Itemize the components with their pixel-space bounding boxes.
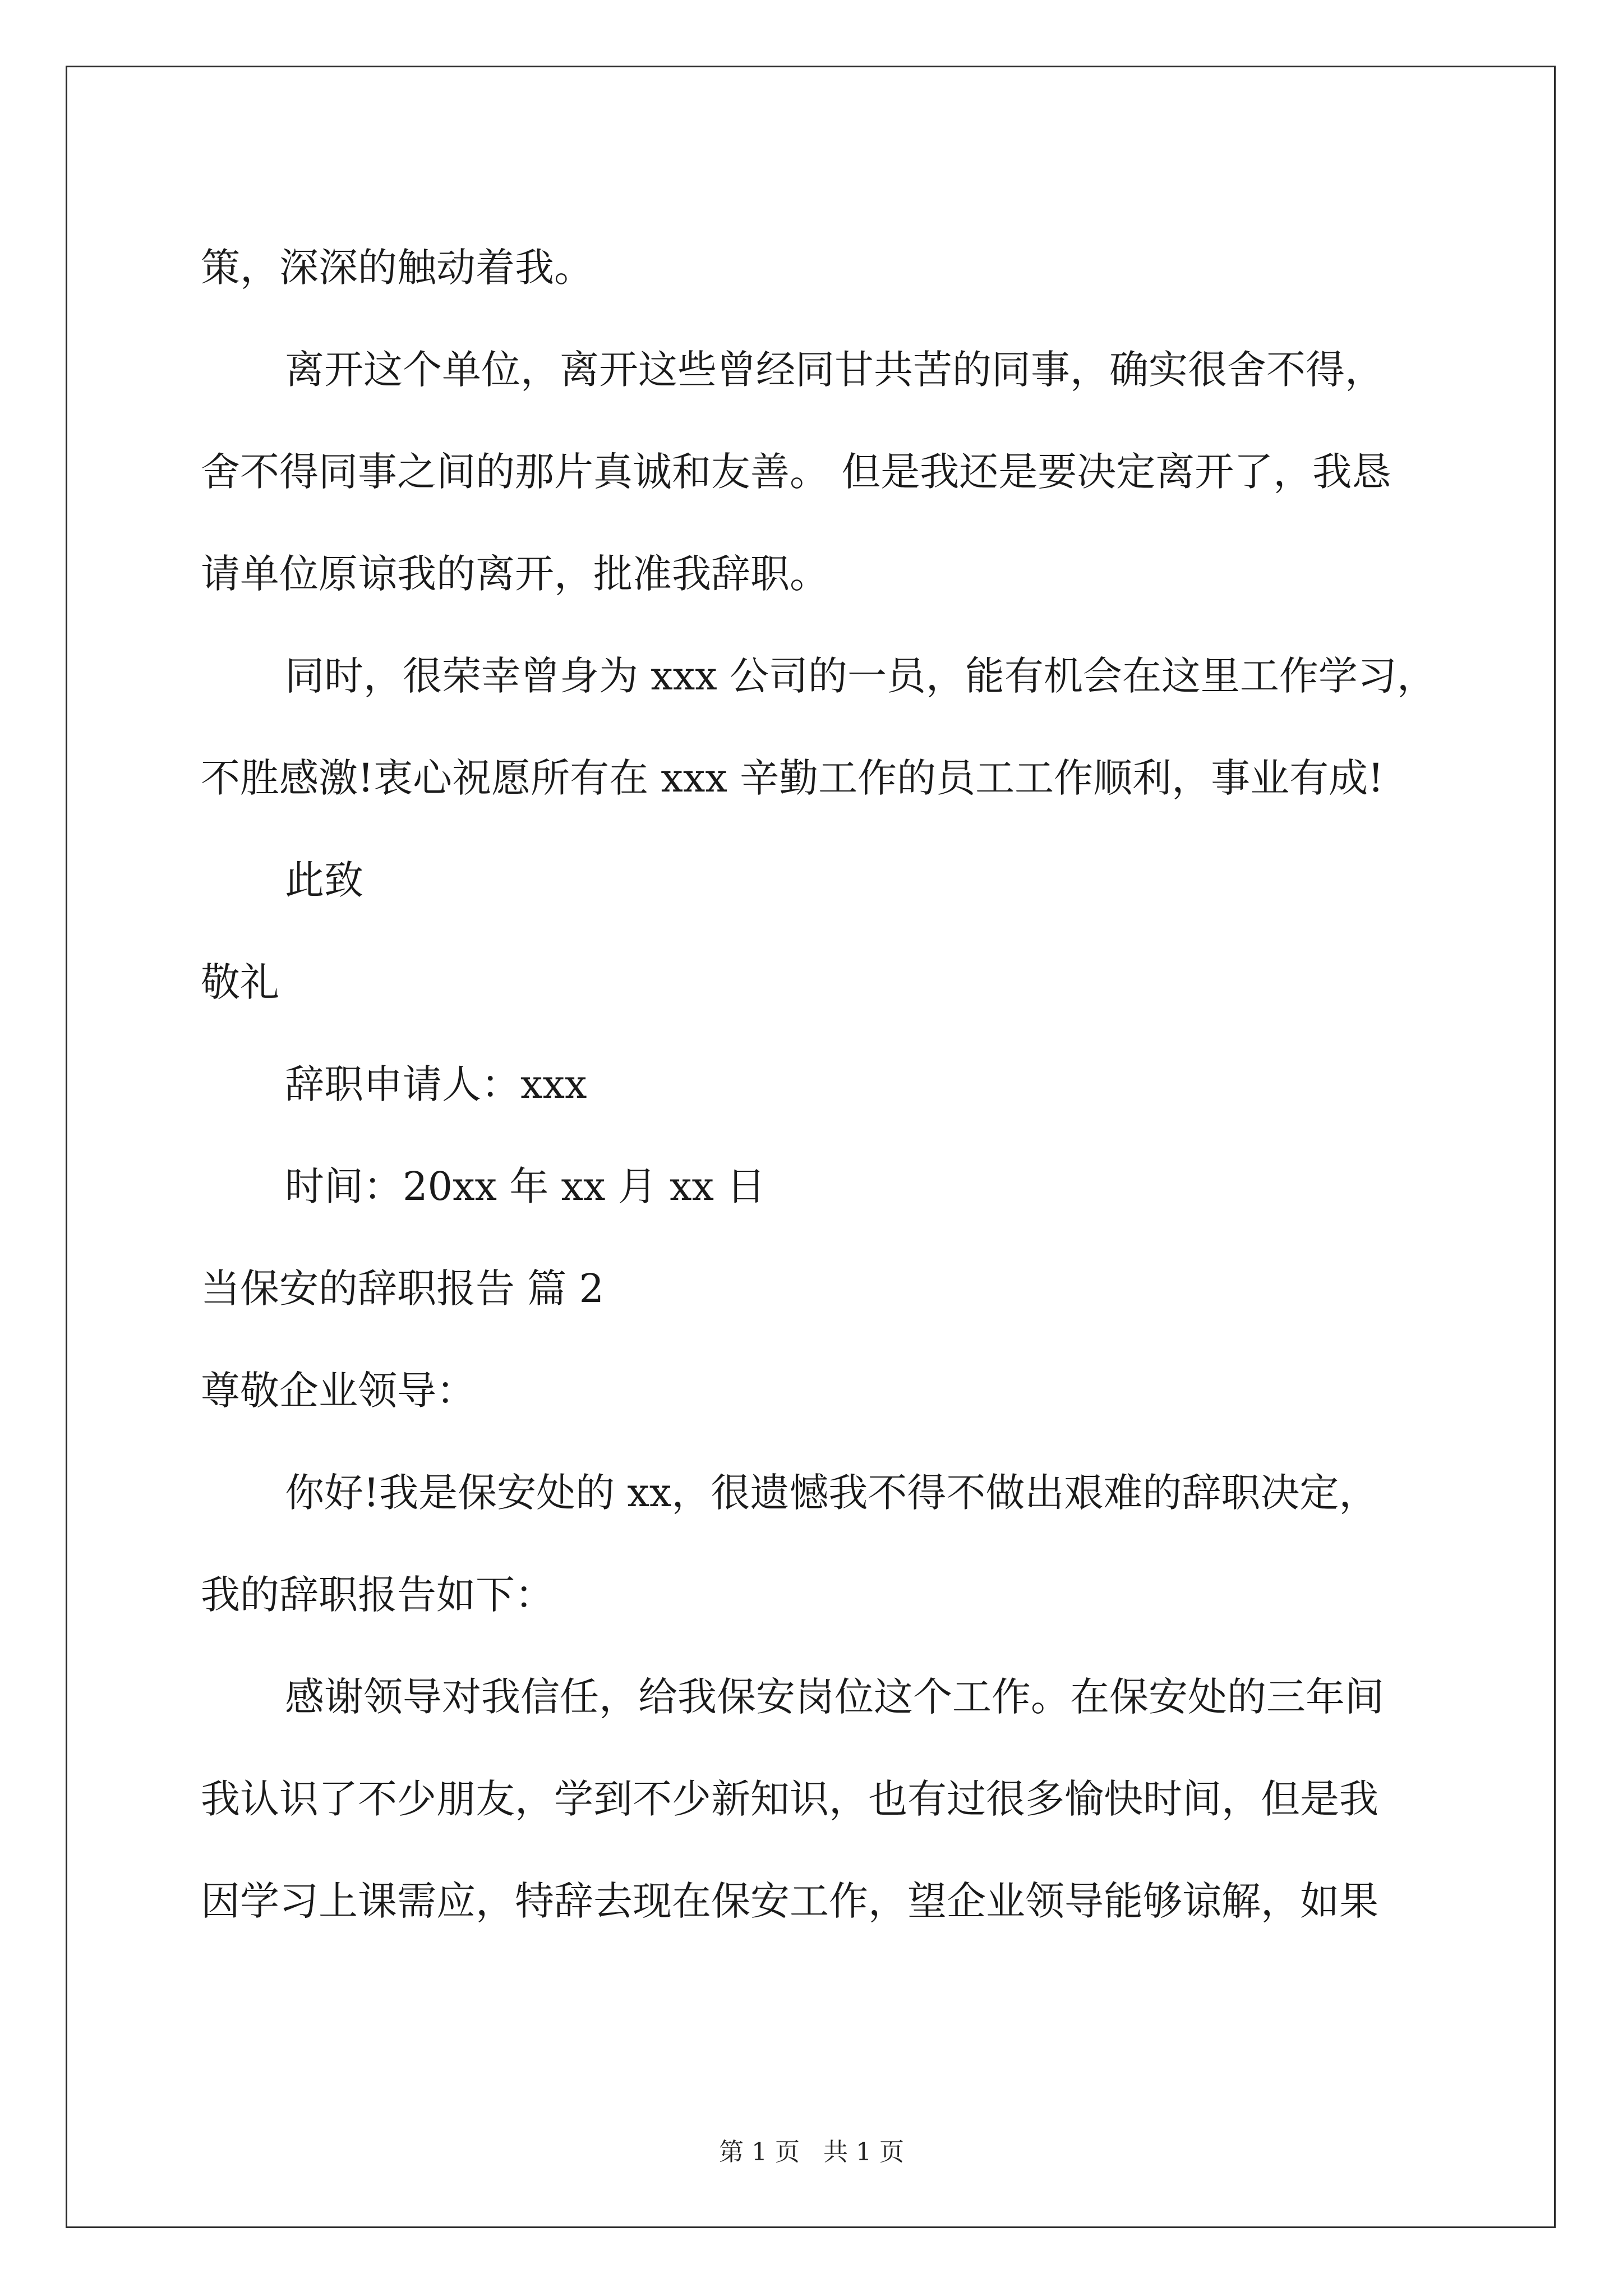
- closing-respect: 敬礼: [201, 959, 279, 1005]
- page-footer: [0, 2132, 1623, 2168]
- closing-salutation: 此致: [285, 857, 363, 903]
- applicant-line: 辞职申请人：xxx: [285, 1061, 587, 1107]
- text-line: 我认识了不少朋友，学到不少新知识，也有过很多愉快时间，但是我: [201, 1776, 1378, 1822]
- page-total: 共 1 页: [823, 2138, 904, 2166]
- text-line: 不胜感激!衷心祝愿所有在 xxx 辛勤工作的员工工作顺利，事业有成!: [201, 755, 1384, 801]
- section-title: 当保安的辞职报告 篇 2: [201, 1266, 605, 1312]
- text-line: 同时，很荣幸曾身为 xxx 公司的一员，能有机会在这里工作学习，: [285, 653, 1436, 699]
- greeting: 尊敬企业领导：: [201, 1368, 476, 1414]
- text-line: 因学习上课需应，特辞去现在保安工作，望企业领导能够谅解，如果: [201, 1878, 1378, 1924]
- text-line: 你好!我是保安处的 xx，很遗憾我不得不做出艰难的辞职决定，: [285, 1470, 1378, 1516]
- text-line: 请单位原谅我的离开，批准我辞职。: [201, 551, 829, 597]
- text-line: 舍不得同事之间的那片真诚和友善。 但是我还是要决定离开了，我恳: [201, 449, 1391, 495]
- document-body: [201, 217, 1435, 1952]
- date-line: 时间：20xx 年 xx 月 xx 日: [285, 1163, 766, 1209]
- page-number: 第 1 页: [719, 2138, 800, 2166]
- text-line: 策，深深的触动着我。: [201, 245, 593, 291]
- text-line: 我的辞职报告如下：: [201, 1572, 554, 1618]
- text-line: 感谢领导对我信任，给我保安岗位这个工作。在保安处的三年间: [285, 1674, 1384, 1720]
- text-line: 离开这个单位，离开这些曾经同甘共苦的同事，确实很舍不得，: [285, 347, 1384, 393]
